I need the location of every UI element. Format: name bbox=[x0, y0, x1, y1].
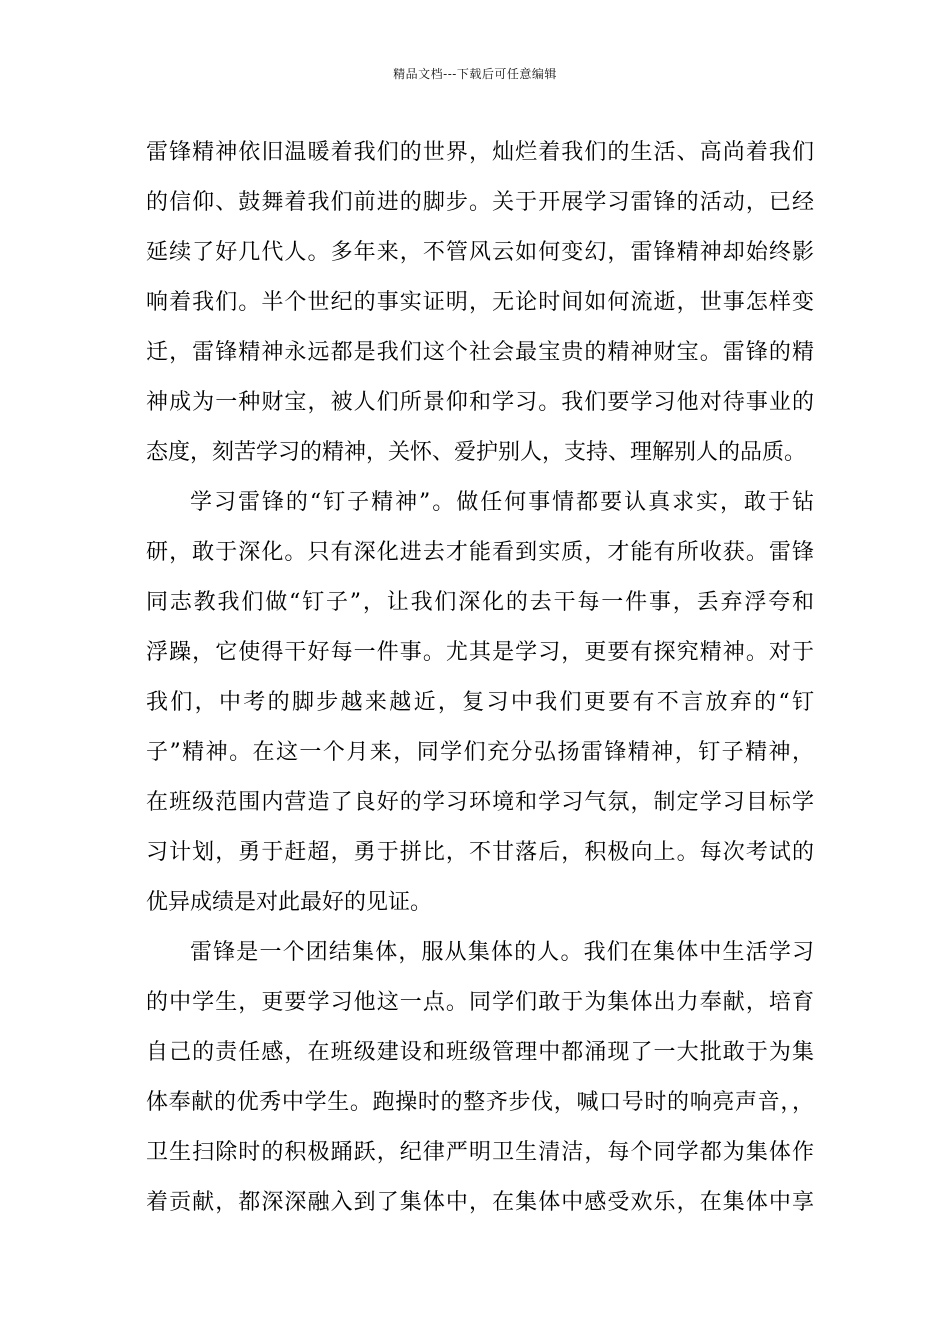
text-line: 子”精神。在这一个月来，同学们充分弘扬雷锋精神，钉子精神， bbox=[146, 740, 814, 765]
text-line: 迁，雷锋精神永远都是我们这个社会最宝贵的精神财宝。雷锋的精 bbox=[146, 340, 814, 365]
paragraph-3 bbox=[146, 934, 814, 1234]
document-body bbox=[146, 134, 814, 1234]
text-line: 卫生扫除时的积极踊跃，纪律严明卫生清洁，每个同学都为集体作 bbox=[146, 1140, 814, 1165]
page-header: 精品文档---下载后可任意编辑 bbox=[393, 67, 557, 81]
text-line: 我们，中考的脚步越来越近，复习中我们更要有不言放弃的“钉 bbox=[146, 690, 814, 715]
text-line: 优异成绩是对此最好的见证。 bbox=[146, 890, 433, 915]
text-line: 响着我们。半个世纪的事实证明，无论时间如何流逝，世事怎样变 bbox=[146, 290, 814, 315]
text-line: 体奉献的优秀中学生。跑操时的整齐步伐，喊口号时的响亮声音，， bbox=[146, 1090, 814, 1115]
text-line: 雷锋是一个团结集体，服从集体的人。我们在集体中生活学习 bbox=[190, 940, 814, 965]
text-line: 雷锋精神依旧温暖着我们的世界，灿烂着我们的生活、高尚着我们 bbox=[146, 140, 814, 165]
text-line: 同志教我们做“钉子”，让我们深化的去干每一件事，丢弃浮夸和 bbox=[146, 590, 814, 615]
text-line: 延续了好几代人。多年来，不管风云如何变幻，雷锋精神却始终影 bbox=[146, 240, 814, 265]
text-line: 自己的责任感，在班级建设和班级管理中都涌现了一大批敢于为集 bbox=[146, 1040, 814, 1065]
text-line: 浮躁，它使得干好每一件事。尤其是学习，更要有探究精神。对于 bbox=[146, 640, 814, 665]
paragraph-2 bbox=[146, 484, 814, 934]
text-line: 神成为一种财宝，被人们所景仰和学习。我们要学习他对待事业的 bbox=[146, 390, 814, 415]
text-line: 的中学生，更要学习他这一点。同学们敢于为集体出力奉献，培育 bbox=[146, 990, 814, 1015]
text-line: 的信仰、鼓舞着我们前进的脚步。关于开展学习雷锋的活动，已经 bbox=[146, 190, 814, 215]
text-line: 习计划，勇于赶超，勇于拼比，不甘落后，积极向上。每次考试的 bbox=[146, 840, 814, 865]
text-line: 着贡献，都深深融入到了集体中，在集体中感受欢乐，在集体中享 bbox=[146, 1190, 814, 1215]
text-line: 研，敢于深化。只有深化进去才能看到实质，才能有所收获。雷锋 bbox=[146, 540, 814, 565]
text-line: 学习雷锋的“钉子精神”。做任何事情都要认真求实，敢于钻 bbox=[190, 490, 814, 515]
paragraph-1 bbox=[146, 134, 814, 484]
text-line: 在班级范围内营造了良好的学习环境和学习气氛，制定学习目标学 bbox=[146, 790, 814, 815]
text-line: 态度，刻苦学习的精神，关怀、爱护别人，支持、理解别人的品质。 bbox=[146, 440, 807, 465]
